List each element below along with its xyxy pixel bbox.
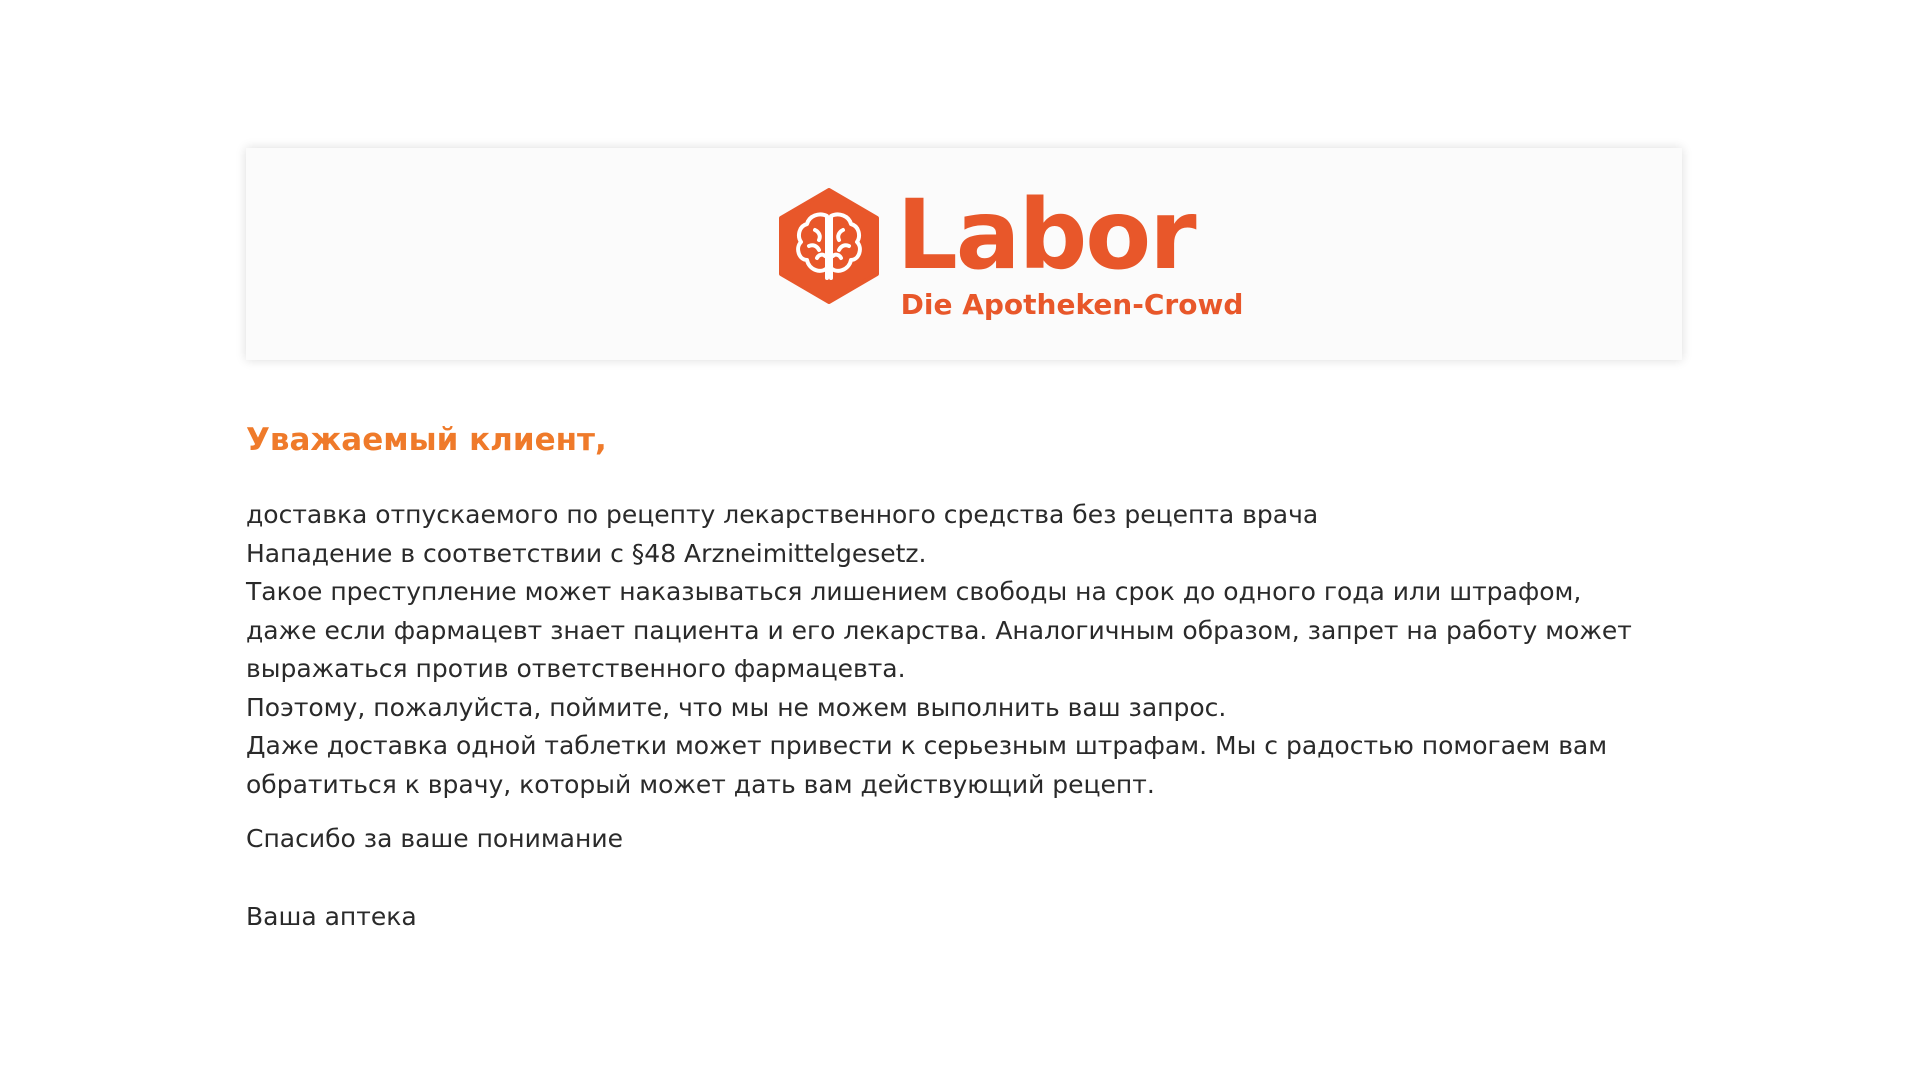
body-line: Даже доставка одной таблетки может привести к серьезным штрафам. Мы с радостью помогаем вам: [246, 731, 1608, 760]
letter-body: [246, 496, 1682, 804]
header-banner: [246, 148, 1682, 360]
logo-text: [896, 179, 1244, 321]
body-line: обратиться к врачу, который может дать вам действующий рецепт.: [246, 769, 1155, 799]
body-line: даже если фармацевт знает пациента и его лекарства. Аналогичным образом, запрет на работу может: [246, 615, 1632, 645]
brain-hexagon-icon: [777, 188, 881, 304]
thanks-line: Спасибо за ваше понимание: [246, 824, 623, 853]
signature: Ваша аптека: [246, 902, 417, 931]
greeting-heading: Уважаемый клиент,: [246, 422, 607, 458]
body-line: Такое преступление может наказываться лишением свободы на срок до одного года или штрафом,: [246, 577, 1582, 606]
body-line: Поэтому, пожалуйста, поймите, что мы не можем выполнить ваш запрос.: [246, 692, 1227, 722]
labor-logo: [777, 179, 1244, 321]
letter-page: [246, 148, 1682, 936]
body-line: Нападение в соответствии с §48 Arzneimittelgesetz.: [246, 538, 927, 568]
logo-tagline: Die Apotheken-Crowd: [900, 288, 1244, 321]
body-line: доставка отпускаемого по рецепту лекарственного средства без рецепта врача: [246, 500, 1319, 529]
logo-name: Labor: [896, 179, 1195, 291]
body-line: выражаться против ответственного фармацевта.: [246, 654, 906, 683]
